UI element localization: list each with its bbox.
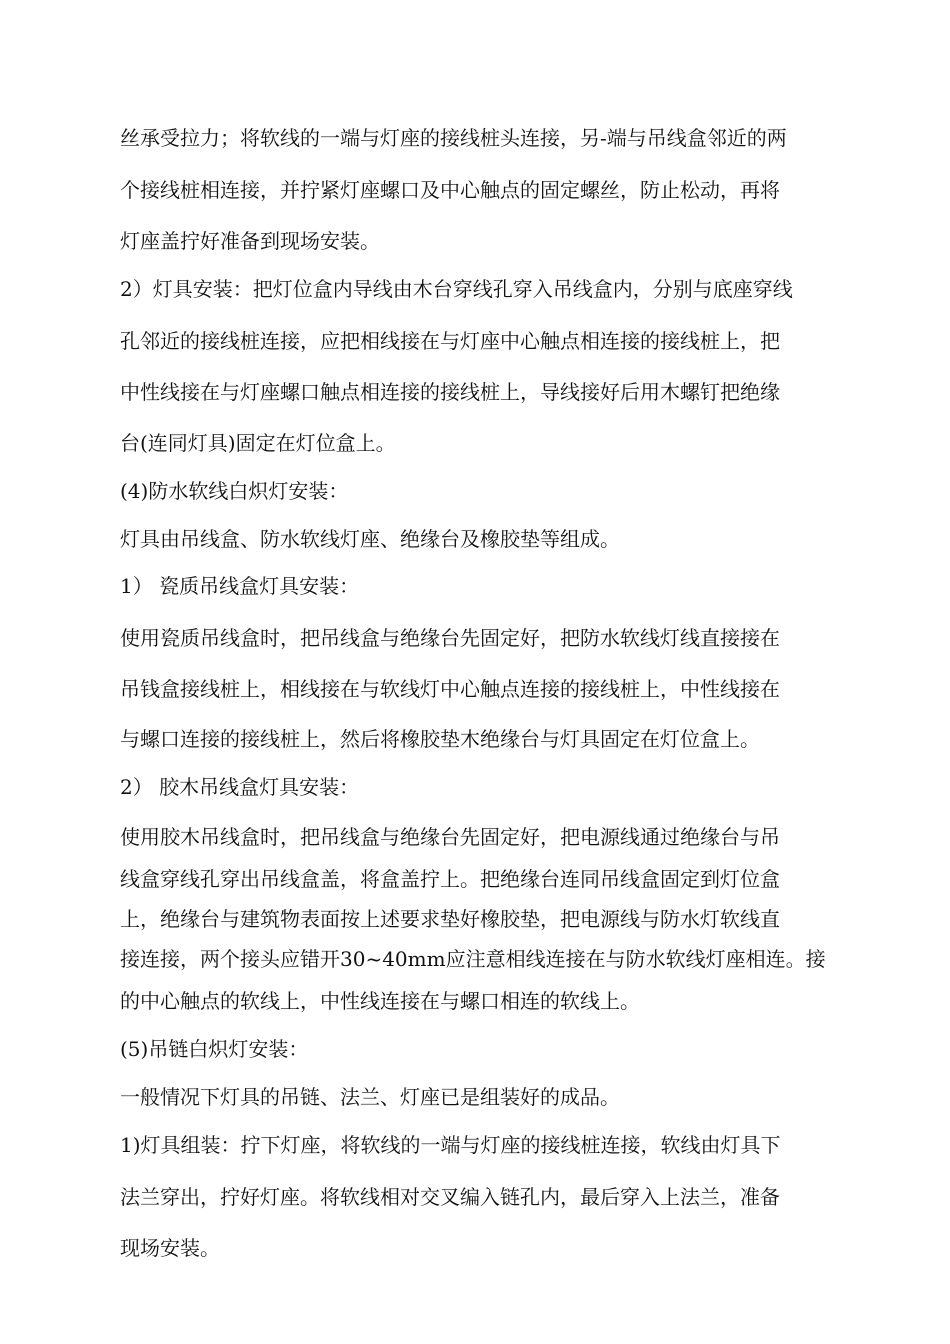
text-line: 台(连同灯具)固定在灯位盒上。	[120, 431, 396, 455]
subsection-heading: 1） 瓷质吊线盒灯具安装：	[120, 574, 360, 598]
text-line: 使用胶木吊线盒时，把吊线盒与绝缘台先固定好，把电源线通过绝缘台与吊	[120, 825, 780, 849]
text-line: 现场安装。	[120, 1236, 220, 1260]
text-line: 使用瓷质吊线盒时，把吊线盒与绝缘台先固定好，把防水软线灯线直接接在	[120, 626, 780, 650]
text-line: 法兰穿出，拧好灯座。将软线相对交叉编入链孔内，最后穿入上法兰，准备	[120, 1185, 780, 1209]
text-line: 2）灯具安装：把灯位盒内导线由木台穿线孔穿入吊线盒内，分别与底座穿线	[120, 277, 793, 301]
text-line: 上，绝缘台与建筑物表面按上述要求垫好橡胶垫，把电源线与防水灯软线直	[120, 907, 780, 931]
text-line: 孔邻近的接线桩连接，应把相线接在与灯座中心触点相连接的接线桩上，把	[120, 329, 780, 353]
text-line: 线盒穿线孔穿出吊线盒盖，将盒盖拧上。把绝缘台连同吊线盒固定到灯位盒	[120, 867, 780, 891]
section-heading: (5)吊链白炽灯安装：	[120, 1037, 309, 1061]
text-line: 一般情况下灯具的吊链、法兰、灯座已是组装好的成品。	[120, 1085, 620, 1109]
text-line: 灯座盖拧好准备到现场安装。	[120, 229, 380, 253]
subsection-heading: 2） 胶木吊线盒灯具安装：	[120, 775, 360, 799]
text-line: 中性线接在与灯座螺口触点相连接的接线桩上，导线接好后用木螺钉把绝缘	[120, 380, 780, 404]
text-line: 的中心触点的软线上，中性线连接在与螺口相连的软线上。	[120, 989, 640, 1013]
text-line: 灯具由吊线盒、防水软线灯座、绝缘台及橡胶垫等组成。	[120, 527, 620, 551]
text-line: 与螺口连接的接线桩上，然后将橡胶垫木绝缘台与灯具固定在灯位盒上。	[120, 727, 760, 751]
text-line: 接连接，两个接头应错开30~40mm应注意相线连接在与防水软线灯座相连。接	[120, 947, 826, 971]
section-heading: (4)防水软线白炽灯安装：	[120, 479, 349, 503]
text-line: 1)灯具组装：拧下灯座，将软线的一端与灯座的接线桩连接，软线由灯具下	[120, 1133, 781, 1157]
text-line: 丝承受拉力；将软线的一端与灯座的接线桩头连接，另-端与吊线盒邻近的两	[120, 126, 787, 150]
text-line: 个接线桩相连接，并拧紧灯座螺口及中心触点的固定螺丝，防止松动，再将	[120, 178, 780, 202]
text-line: 吊钱盒接线桩上，相线接在与软线灯中心触点连接的接线桩上，中性线接在	[120, 677, 780, 701]
